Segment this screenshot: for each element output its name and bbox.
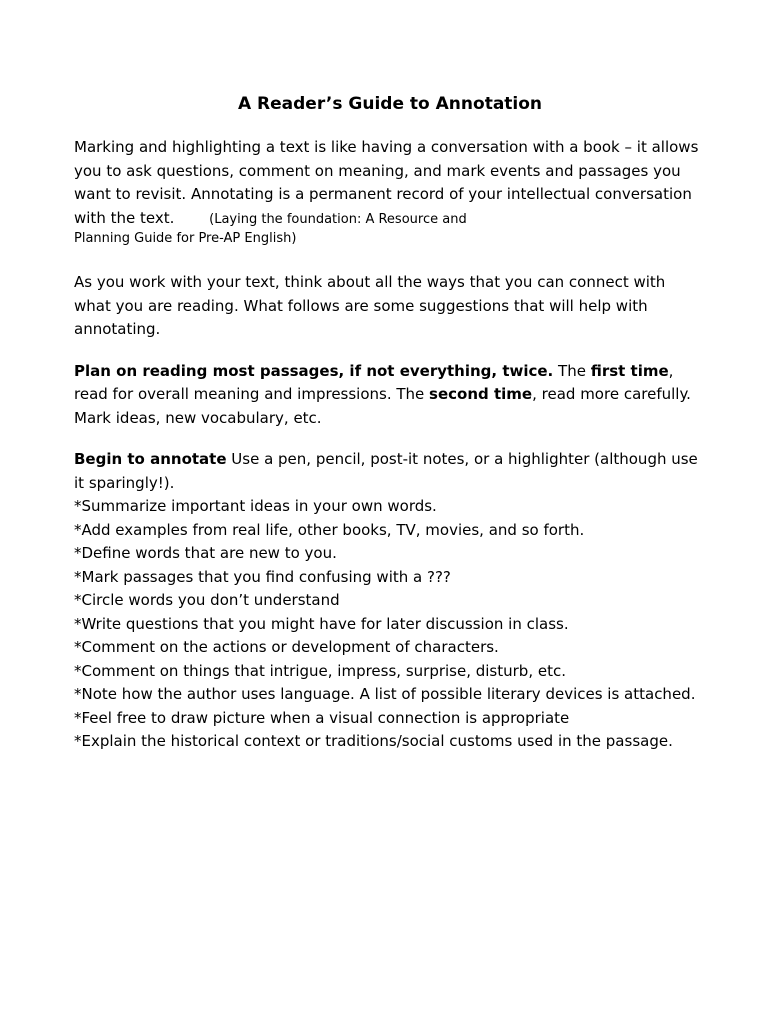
plan-lead: Plan on reading most passages, if not everything, twice. (74, 361, 554, 380)
page-title: A Reader’s Guide to Annotation (237, 94, 543, 114)
plan-paragraph (74, 360, 706, 431)
list-item: *Explain the historical context or traditions/social customs used in the passage. (74, 732, 673, 750)
plan-text-1: The (553, 361, 591, 380)
begin-text: Use a pen, pencil, post-it notes, or a highlighter (although use it sparingly!). (74, 450, 698, 492)
list-item: *Comment on the actions or development of characters. (74, 638, 499, 656)
list-item: *Define words that are new to you. (74, 544, 337, 562)
suggestion-list (74, 495, 706, 754)
list-item: *Note how the author uses language. A list of possible literary devices is attached. (74, 685, 696, 703)
citation-part2: Planning Guide for Pre-AP English) (74, 231, 297, 246)
connect-paragraph: As you work with your text, think about all the ways that you can connect with what you are reading. What follows are some suggestions that will help with annotating. (74, 273, 666, 338)
plan-first-time: first time (590, 361, 669, 380)
list-item: *Add examples from real life, other books, TV, movies, and so forth. (74, 520, 585, 539)
intro-text: Marking and highlighting a text is like having a conversation with a book – it allows you to ask questions, comment on meaning, and mark events and passages you want to revisit. Annotating is a permanent record of your intellectual conversation with the text. (74, 138, 699, 227)
plan-text-3: , read more carefully. Mark ideas, new vocabulary, etc. (74, 385, 691, 427)
plan-second-time: second time (429, 385, 533, 403)
list-item: *Circle words you don’t understand (74, 591, 340, 609)
list-item: *Comment on things that intrigue, impress, surprise, disturb, etc. (74, 661, 566, 680)
plan-text-2: , read for overall meaning and impressions. The (74, 361, 674, 403)
begin-paragraph (74, 448, 706, 495)
list-item: *Mark passages that you find confusing with a ??? (74, 567, 451, 586)
begin-lead: Begin to annotate (74, 450, 227, 468)
list-item: *Summarize important ideas in your own words. (74, 497, 437, 515)
list-item: *Write questions that you might have for later discussion in class. (74, 614, 569, 633)
list-item: *Feel free to draw picture when a visual connection is appropriate (74, 708, 570, 727)
citation-part1: (Laying the foundation: A Resource and (209, 211, 467, 227)
intro-paragraph (74, 136, 706, 249)
